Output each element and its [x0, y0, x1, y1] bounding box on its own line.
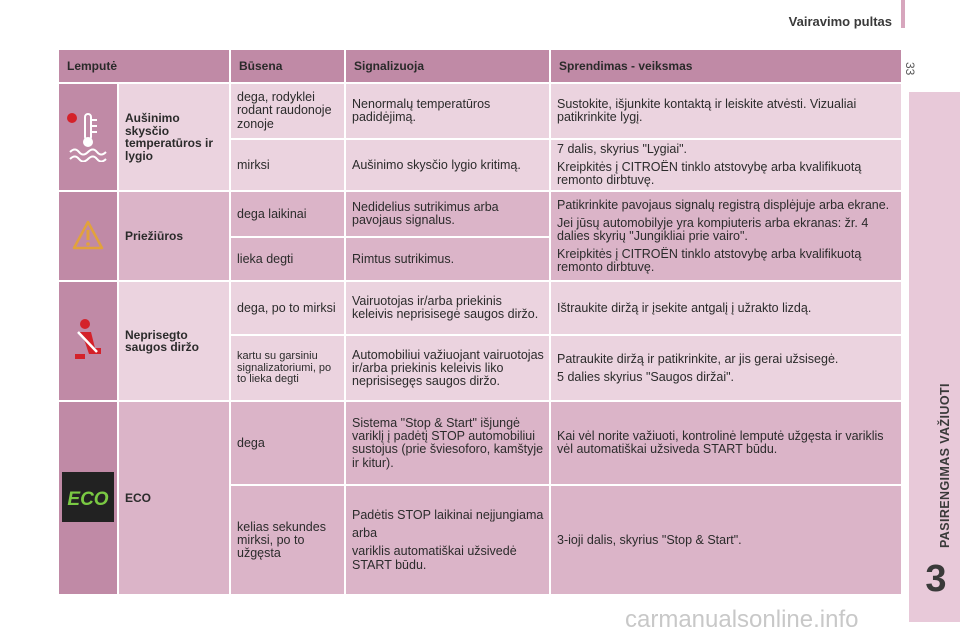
lamp-icon-cell [58, 83, 118, 191]
action-cell [550, 401, 902, 485]
state-cell: dega, po to mirksi [230, 281, 345, 335]
lamp-icon-cell [58, 281, 118, 401]
state-cell: dega [230, 401, 345, 485]
signal-text: variklis automatiškai užsivedė START būdu. [352, 544, 517, 572]
action-text: Patraukite diržą ir patikrinkite, ar jis gerai užsisegė. [557, 351, 839, 366]
action-text: Kai vėl norite važiuoti, kontrolinė lemputė užgęsta ir variklis vėl automatiškai užsiveda START būdu. [557, 429, 884, 457]
chapter-side-tab [909, 92, 960, 622]
watermark-text: carmanualsonline.info [625, 606, 859, 633]
action-cell [550, 83, 902, 139]
lamp-name: Aušinimo skysčio temperatūros ir lygio [118, 83, 230, 191]
signal-cell: Vairuotojas ir/arba priekinis keleivis neprisisegė saugos diržo. [345, 281, 550, 335]
header-accent-bar [901, 0, 905, 28]
seat-belt-icon [71, 318, 105, 365]
column-header-lamp: Lemputė [58, 49, 230, 83]
state-cell: lieka degti [230, 237, 345, 281]
state-cell: kelias sekundes mirksi, po to užgęsta [230, 485, 345, 595]
warning-triangle-icon [71, 219, 105, 254]
page-number: 33 [903, 62, 917, 76]
column-header-action: Sprendimas - veiksmas [550, 49, 902, 83]
eco-icon [62, 472, 114, 525]
signal-cell: Nedidelius sutrikimus arba pavojaus signalus. [345, 191, 550, 237]
table-row [58, 401, 902, 485]
action-text: Jei jūsų automobilyje yra kompiuteris arba ekranas: žr. 4 dalies skyrių "Jungikliai prie vairo". [557, 215, 869, 243]
chapter-side-label: PASIRENGIMAS VAŽIUOTI [938, 383, 952, 548]
warning-lamps-table [57, 48, 903, 596]
column-header-signal: Signalizuoja [345, 49, 550, 83]
state-cell: kartu su garsiniu signalizatoriumi, po to lieka degti [230, 335, 345, 401]
action-text: Ištraukite diržą ir įsekite antgalį į užrakto lizdą. [557, 300, 812, 315]
signal-cell: Rimtus sutrikimus. [345, 237, 550, 281]
signal-cell [345, 485, 550, 595]
lamp-icon-cell [58, 191, 118, 281]
page-header-title: Vairavimo pultas [788, 14, 892, 29]
chapter-number: 3 [925, 558, 947, 600]
action-text: 3-ioji dalis, skyrius "Stop & Start". [557, 532, 742, 547]
action-text: Kreipkitės į CITROËN tinklo atstovybę arba kvalifikuotą remonto dirbtuvę. [557, 160, 862, 188]
signal-text: Padėtis STOP laikinai neįjungiama [352, 508, 544, 523]
action-cell [550, 485, 902, 595]
action-cell [550, 281, 902, 335]
action-cell [550, 191, 902, 281]
signal-cell: Nenormalų temperatūros padidėjimą. [345, 83, 550, 139]
action-cell [550, 139, 902, 191]
lamp-name: ECO [118, 401, 230, 595]
eco-icon-text: ECO [67, 488, 109, 510]
signal-cell: Aušinimo skysčio lygio kritimą. [345, 139, 550, 191]
table-row [58, 281, 902, 335]
table-row [58, 191, 902, 237]
lamp-name: Neprisegto saugos diržo [118, 281, 230, 401]
state-cell: dega, rodyklei rodant raudonoje zonoje [230, 83, 345, 139]
coolant-temperature-icon [66, 110, 110, 165]
action-text: Patikrinkite pavojaus signalų registrą displėjuje arba ekrane. [557, 197, 890, 212]
action-cell [550, 335, 902, 401]
table-header-row [58, 49, 902, 83]
action-text: 5 dalies skyrius "Saugos diržai". [557, 369, 735, 384]
state-cell: mirksi [230, 139, 345, 191]
lamp-icon-cell [58, 401, 118, 595]
signal-cell: Sistema "Stop & Start" išjungė variklį į padėtį STOP automobiliui sustojus (prie šviesoforo, kamštyje ir kitur). [345, 401, 550, 485]
column-header-state: Būsena [230, 49, 345, 83]
signal-text: arba [352, 526, 378, 541]
action-text: Kreipkitės į CITROËN tinklo atstovybę arba kvalifikuotą remonto dirbtuvę. [557, 246, 862, 275]
state-cell: dega laikinai [230, 191, 345, 237]
lamp-name: Priežiūros [118, 191, 230, 281]
signal-cell: Automobiliui važiuojant vairuotojas ir/arba priekinis keleivis liko neprisisegęs saugos diržo. [345, 335, 550, 401]
action-text: Sustokite, išjunkite kontaktą ir leiskite atvėsti. Vizualiai patikrinkite lygį. [557, 96, 857, 124]
table-row [58, 83, 902, 139]
action-text: 7 dalis, skyrius "Lygiai". [557, 142, 688, 156]
